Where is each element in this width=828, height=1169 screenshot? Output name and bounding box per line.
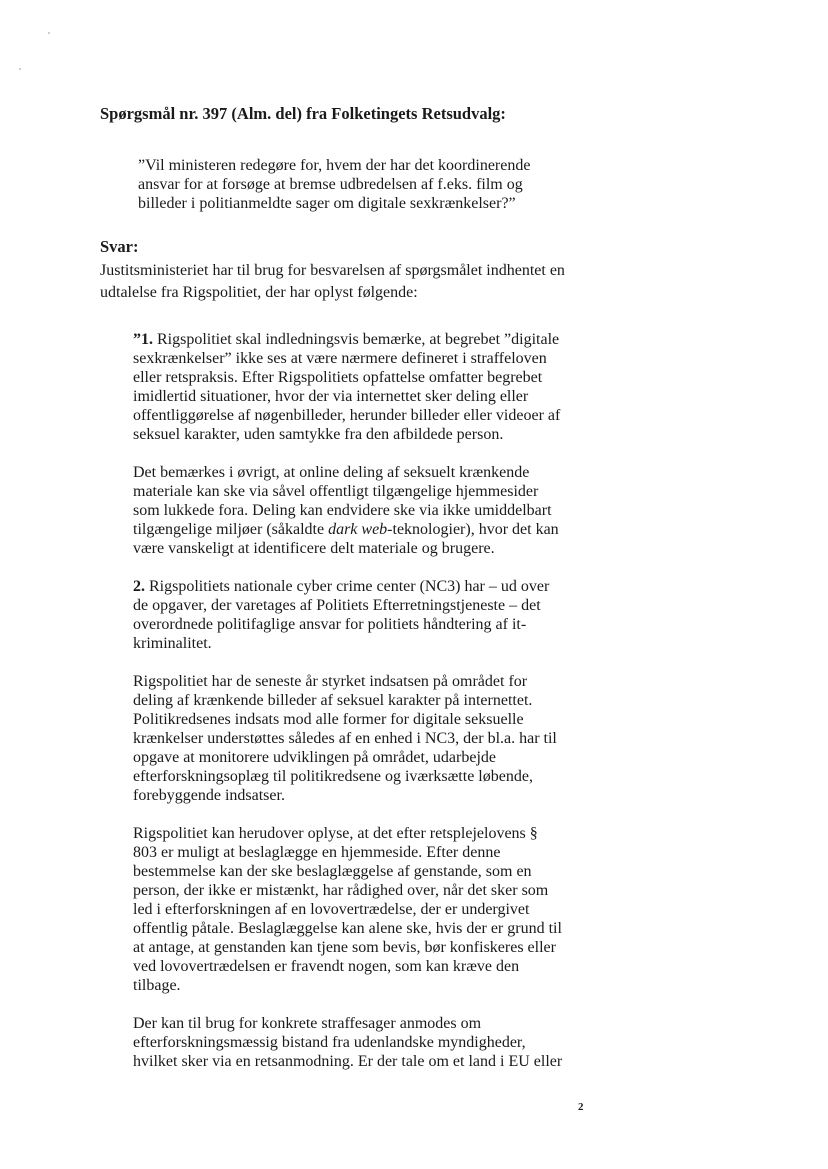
scan-speck	[19, 68, 21, 70]
paragraph-6: Der kan til brug for konkrete straffesager anmodes om efterforskningsmæssig bistand fra udenlandske myndigheder, hvilket sker via en retsanmodning. Er der tale om et land i EU eller	[133, 1015, 563, 1070]
section-number-2: 2.	[133, 578, 145, 595]
paragraph-5: Rigspolitiet kan herudover oplyse, at det efter retsplejelovens § 803 er muligt at beslaglægge en hjemmeside. Efter denne bestemmelse kan der ske beslaglæggelse af genstande, som en person, der ikke er mistænkt, har rådighed over, når det sker som led i efterforskningen af en lovovertrædelse, der er undergivet offentlig påtale. Beslaglæggelse kan alene ske, hvis der er grund til at antage, at genstanden kan tjene som bevis, bør konfiskeres eller ved lovovertrædelsen er fravendt nogen, som kan kræve den tilbage.	[133, 825, 562, 994]
answer-intro: Justitsministeriet har til brug for besvarelsen af spørgsmålet indhentet en udtalelse fra Rigspolitiet, der har oplyst følgende:	[100, 262, 565, 301]
paragraph-4: Rigspolitiet har de seneste år styrket indsatsen på området for deling af krænkende billeder af seksuel karakter på internettet. Politikredsenes indsats mod alle former for digitale seksuelle krænkelser understøttes således af en enhed i NC3, der bl.a. har til opgave at monitorere udviklingen på området, udarbejde efterforskningsoplæg til politikredsene og iværksætte løbende, forebyggende indsatser.	[133, 673, 557, 804]
paragraph-3	[133, 577, 565, 653]
page-number: 2	[578, 1101, 584, 1113]
answer-label: Svar:	[100, 237, 139, 256]
police-statement	[133, 330, 565, 1090]
question-quote: ”Vil ministeren redegøre for, hvem der har det koordinerende ansvar for at forsøge at bremse udbredelsen af f.eks. film og billeder i politianmeldte sager om digitale sexkrænkelser?”	[138, 157, 531, 212]
paragraph-2-text-end: -teknologier), hvor det kan være vanskeligt at identificere delt materiale og brugere.	[133, 521, 559, 557]
scan-speck	[48, 32, 50, 34]
paragraph-1-text: Rigspolitiet skal indledningsvis bemærke, at begrebet ”digitale sexkrænkelser” ikke ses at være nærmere defineret i straffeloven eller retspraksis. Efter Rigspolitiets opfattelse omfatter begrebet imidlertid situationer, hvor der via internettet sker deling eller offentliggørelse af nøgenbilleder, herunder billeder eller videoer af seksuel karakter, uden samtykke fra den afbildede person.	[133, 331, 561, 443]
paragraph-2	[133, 463, 565, 558]
dark-web-emphasis: dark web	[328, 521, 388, 538]
paragraph-3-text: Rigspolitiets nationale cyber crime center (NC3) har – ud over de opgaver, der varetages af Politiets Efterretningstjeneste – det overordnede politifaglige ansvar for politiets håndtering af it-kriminalitet.	[133, 578, 550, 652]
section-number-1: ”1.	[133, 331, 153, 348]
question-heading: Spørgsmål nr. 397 (Alm. del) fra Folketingets Retsudvalg:	[100, 104, 506, 123]
paragraph-1	[133, 330, 565, 444]
paragraph-2-text-start: Det bemærkes i øvrigt, at online deling af seksuelt krænkende materiale kan ske via såvel offentligt tilgængelige hjemmesider som lukkede fora. Deling kan endvidere ske via ikke umiddelbart tilgængelige miljøer (såkaldte	[133, 464, 552, 538]
